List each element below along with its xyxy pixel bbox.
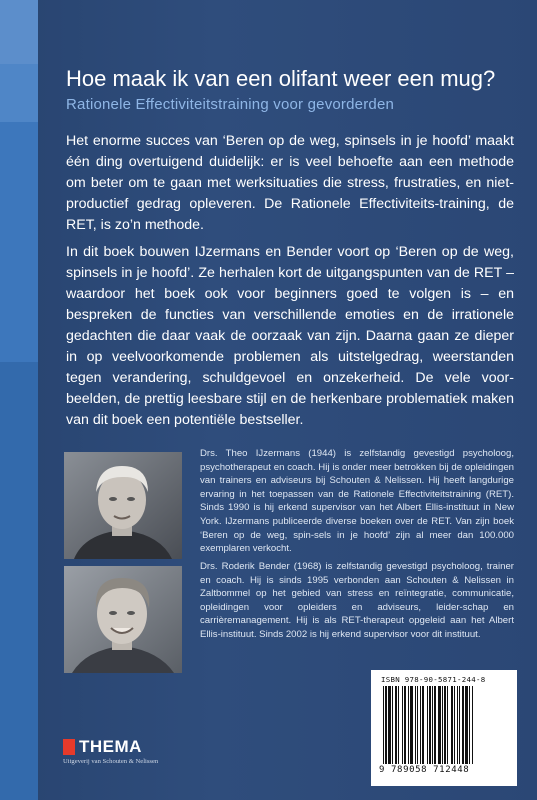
barcode-bar <box>395 686 397 764</box>
barcode-bar <box>427 686 428 764</box>
strip-band <box>0 64 38 122</box>
barcode-bar <box>415 686 416 764</box>
barcode-bar <box>422 686 424 764</box>
blurb-paragraph-2: In dit boek bouwen IJzermans en Bender voort op ‘Beren op de weg, spinsels in je hoofd’. Ze herhalen kort de uitgangspunten van de RET – waardoor het boek ook voor beginners goed te volgen is – en bespreken de functies van verschillende emoties en de irrationele gedachten die daar vaak de oorzaak van zijn. Daarna gaan ze dieper in op veelvoorkomende problemen als uitstelgedrag, weerstanden tegen verandering, schuldgevoel en onzekerheid. De vele voor-beelden, de prettig leesbare stijl en de herkenbare problematiek maken van dit boek een potentiële bestseller. <box>66 244 514 428</box>
barcode-bar <box>417 686 418 764</box>
barcode-bar <box>459 686 460 764</box>
barcode-bar <box>465 686 468 764</box>
barcode-bar <box>429 686 431 764</box>
barcode-bar <box>408 686 409 764</box>
barcode-bar <box>410 686 413 764</box>
barcode-bars <box>381 686 507 764</box>
author-bio-roderik: Drs. Roderik Bender (1968) is zelfstandig gevestigd psycholoog, trainer en coach. Hij is sinds 1995 verbonden aan Schouten & Nelissen in Zaltbommel op het gebied van stress en reïntegratie, communicatie, opleidingen voor opleiders en adviseurs, leider-schap en carrièremanagement. Hij is als RET-therapeut opgeleid aan het Albert Ellis-instituut. Sinds 2002 is hij erkend supervisor voor dit instituut. <box>200 561 514 640</box>
book-subtitle: Rationele Effectiviteitstraining voor gevorderden <box>66 96 395 113</box>
publisher-logo <box>63 738 183 778</box>
author-photo-roderik <box>64 566 182 673</box>
publisher-subtitle: Uitgeverij van Schouten & Nelissen <box>63 758 159 765</box>
barcode-bar <box>420 686 421 764</box>
barcode-bar <box>404 686 406 764</box>
color-strip <box>0 0 38 800</box>
barcode-box <box>371 670 517 786</box>
logo-square-icon <box>63 739 75 755</box>
barcode-bar <box>388 686 391 764</box>
barcode-bar <box>444 686 446 764</box>
author-bio-theo: Drs. Theo IJzermans (1944) is zelfstandig gevestigd psycholoog, psychotherapeut en coach. Hij is onder meer betrokken bij de opleidingen van trainers en adviseurs bij Schouten & Nelissen. Hij heeft langdurige ervaring in het toepassen van de Rationele Effectiviteitstraining (RET). Sinds 1990 is hij erkend supervisor van het Albert Ellis-instituut in New York. IJzermans publiceerde diverse boeken over de RET. Van zijn boek ‘Beren op de weg, spin-sels in je hoofd’ zijn al meer dan 100.000 exemplaren verkocht. <box>200 448 514 555</box>
barcode-bar <box>402 686 403 764</box>
barcode-bar <box>383 686 384 764</box>
barcode-bar <box>462 686 464 764</box>
publisher-name: THEMA <box>79 737 142 756</box>
barcode-bar <box>457 686 458 764</box>
isbn-label: ISBN 978-90-5871-244-8 <box>381 675 486 684</box>
barcode-bar <box>398 686 399 764</box>
barcode-bar <box>447 686 448 764</box>
author-photo-theo <box>64 452 182 559</box>
barcode-bar <box>442 686 443 764</box>
barcode-bar <box>434 686 436 764</box>
barcode-number: 9 789058 712448 <box>379 765 470 775</box>
barcode-bar <box>438 686 441 764</box>
barcode-bar <box>392 686 393 764</box>
strip-band <box>0 0 38 64</box>
blurb-paragraph-1: Het enorme succes van ‘Beren op de weg, spinsels in je hoofd’ maakt één ding overtuigend duidelijk: er is veel behoefte aan een methode om beter om te gaan met werksituaties die stress, frustraties, en niet-productief gedrag opleveren. De Rationele Effectiviteits-training, de RET, is zo’n methode. <box>66 133 514 233</box>
strip-band <box>0 362 38 800</box>
barcode-bar <box>385 686 387 764</box>
book-title: Hoe maak ik van een olifant weer een mug? <box>66 66 496 91</box>
barcode-bar <box>469 686 470 764</box>
strip-band <box>0 122 38 362</box>
barcode-bar <box>454 686 455 764</box>
barcode-bar <box>432 686 433 764</box>
barcode-bar <box>472 686 473 764</box>
barcode-bar <box>451 686 453 764</box>
